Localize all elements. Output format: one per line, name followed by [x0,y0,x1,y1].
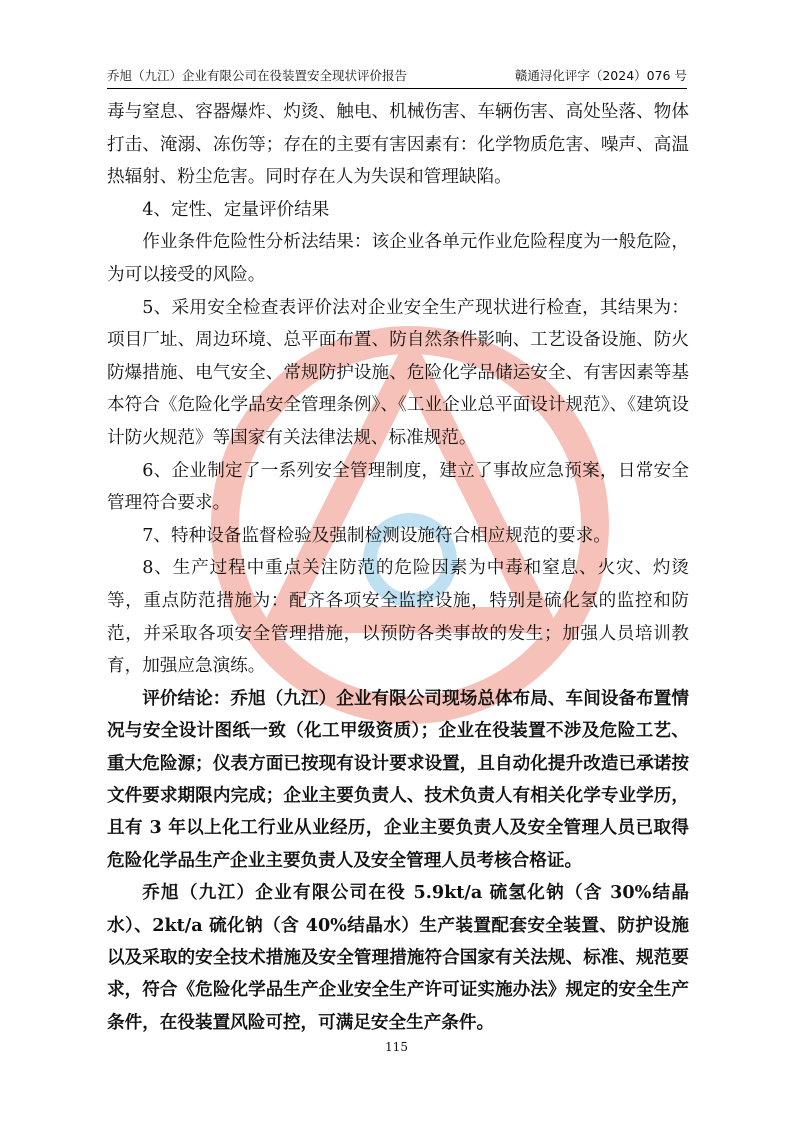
report-title: 乔旭（九江）企业有限公司在役装置安全现状评价报告 [107,68,408,83]
paragraph-5: 5、采用安全检查表评价法对企业安全生产现状进行检查，其结果为：项目厂址、周边环境、总平面布置、防自然条件影响、工艺设备设施、防火防爆措施、电气安全、常规防护设施、危险化学品储运安全、有害因素等基本符合《危险化学品安全管理条例》、《工业企业总平面设计规范》、《建筑设计防火规范》等国家有关法律法规、标准规范。 [107,297,689,448]
paragraph-7: 7、特种设备监督检验及强制检测设施符合相应规范的要求。 [142,525,611,546]
paragraph-6: 6、企业制定了一系列安全管理制度，建立了事故应急预案，日常安全管理符合要求。 [107,460,689,514]
evaluation-conclusion: 评价结论：乔旭（九江）企业有限公司现场总体布局、车间设备布置情况与安全设计图纸一致（化工甲级资质）；企业在役装置不涉及危险工艺、重大危险源；仪表方面已按现有设计要求设置，且自动化提升改造已承诺按文件要求期限内完成；企业主要负责人、技术负责人有相关化学专业学历，且有 3 年以上化工行业从业经历，企业主要负责人及安全管理人员已取得危险化学品生产企业主要负责人及安全管理人员考核合格证。 [107,687,689,871]
final-conclusion: 乔旭（九江）企业有限公司在役 5.9kt/a 硫氢化钠（含 30%结晶水）、2kt/a 硫化钠（含 40%结晶水）生产装置配套安全装置、防护设施以及采取的安全技术措施及安全管理措施符合国家有关法规、标准、规范要求，符合《危险化学品生产企业安全生产许可证实施办法》规定的安全生产条件，在役装置风险可控，可满足安全生产条件。 [107,882,689,1033]
page-number: 115 [385,1040,408,1054]
paragraph-4-result: 作业条件危险性分析法结果：该企业各单元作业危险程度为一般危险，为可以接受的风险。 [107,232,689,285]
paragraph-hazards-continued: 毒与窒息、容器爆炸、灼烫、触电、机械伤害、车辆伤害、高处坠落、物体打击、淹溺、冻伤等；存在的主要有害因素有：化学物质危害、噪声、高温热辐射、粉尘危害。同时存在人为失误和管理缺陷。 [107,102,689,188]
document-number: 赣通浔化评字（2024）076 号 [514,68,687,83]
page-header [107,66,687,89]
document-body [107,96,689,1039]
paragraph-8: 8、生产过程中重点关注防范的危险因素为中毒和窒息、火灾、灼烫等，重点防范措施为：配齐各项安全监控设施，特别是硫化氢的监控和防范，并采取各项安全管理措施，以预防各类事故的发生；加强人员培训教育，加强应急演练。 [107,558,689,677]
heading-4: 4、定性、定量评价结果 [142,199,330,220]
